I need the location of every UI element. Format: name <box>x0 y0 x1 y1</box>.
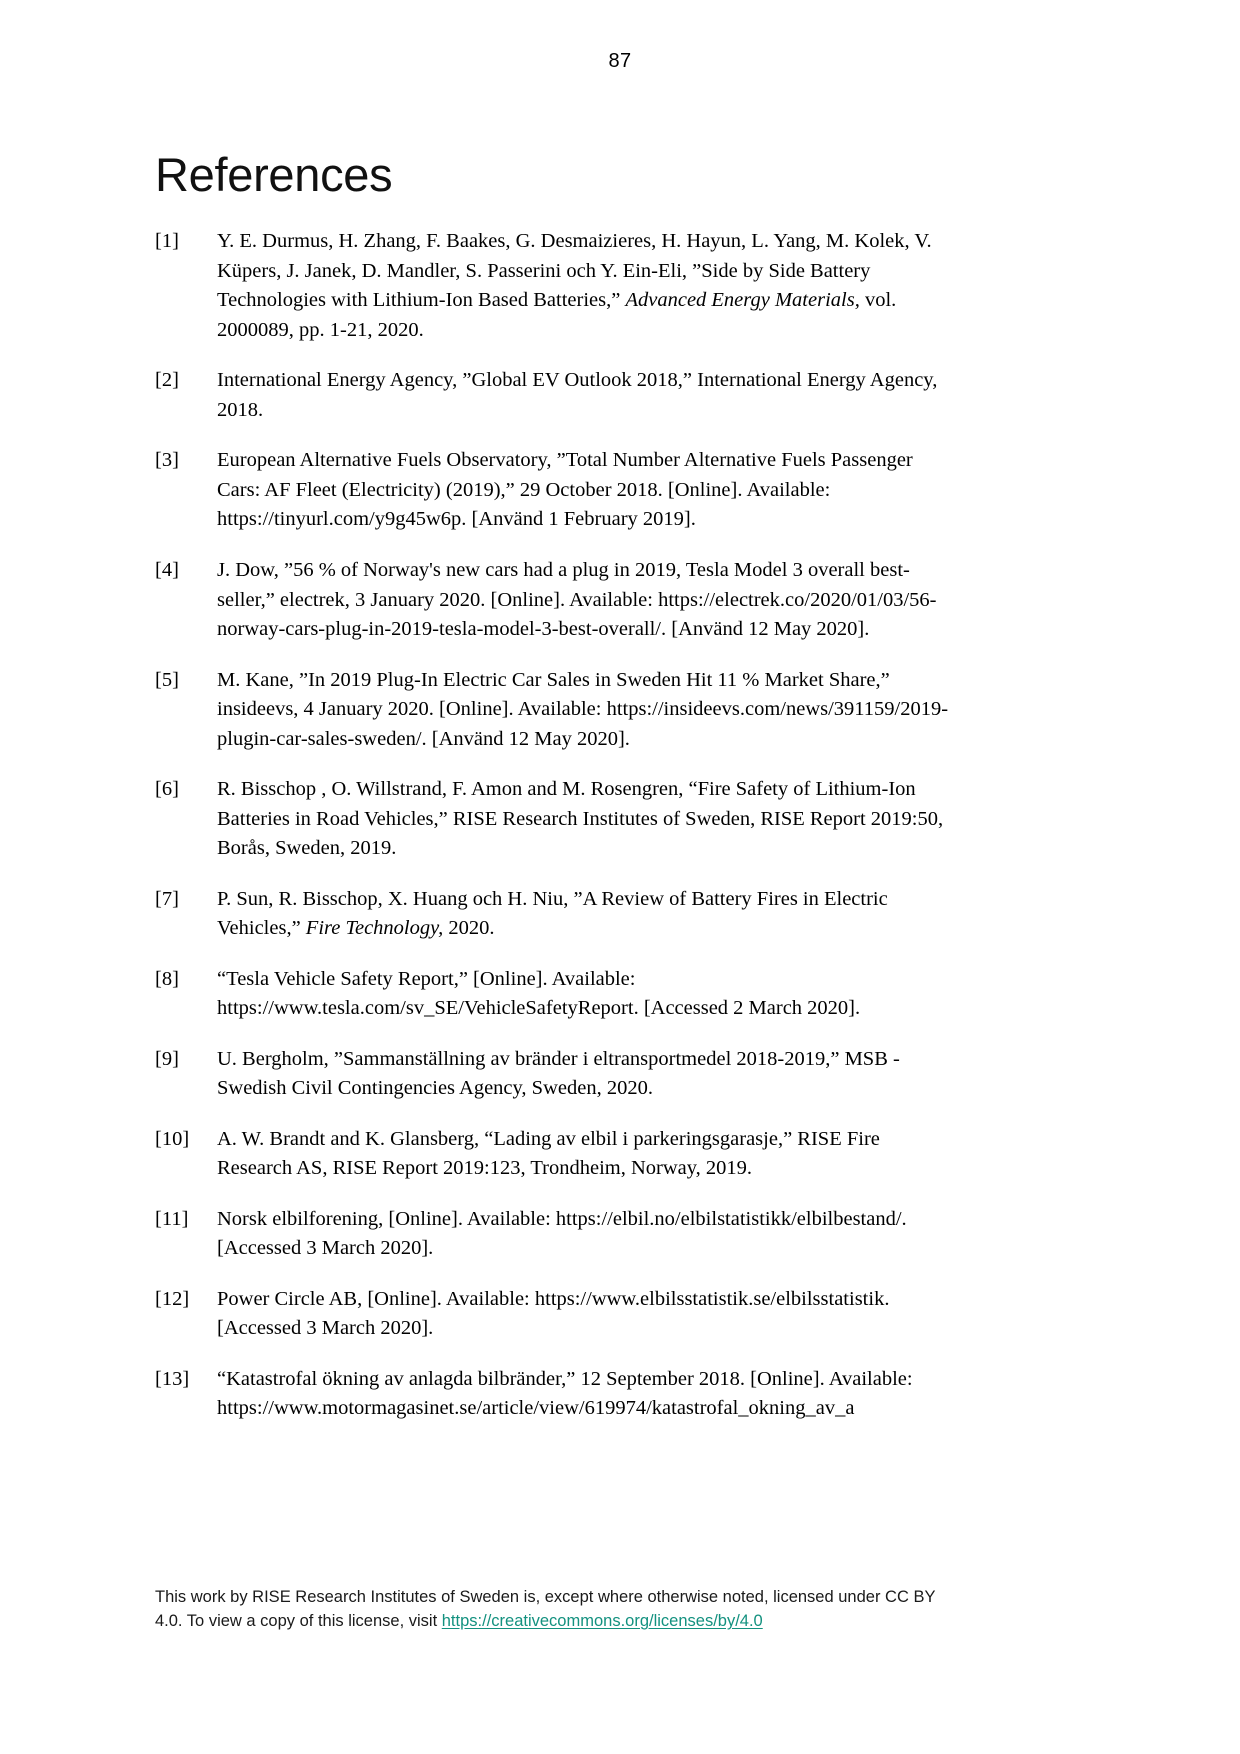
license-text: This work by RISE Research Institutes of Sweden is, except where otherwise noted, licensed under CC BY 4.0. To view a copy of this license, visit <box>155 1588 936 1630</box>
page-title: References <box>155 148 393 201</box>
reference-text-run: J. Dow, ”56 % of Norway's new cars had a plug in 2019, Tesla Model 3 overall best-seller,” electrek, 3 January 2020. [Online]. Available: https://electrek.co/2020/01/03/56-norway-cars-plug-in-2019-tesla-model-3-best-overall/. [Använd 12 May 2020]. <box>217 558 937 641</box>
reference-text-run: 2020. <box>443 917 495 940</box>
footer-license-notice <box>155 1586 955 1634</box>
reference-item <box>155 965 955 1024</box>
reference-text-run: A. W. Brandt and K. Glansberg, “Lading av elbil i parkeringsgarasje,” RISE Fire Research AS, RISE Report 2019:123, Trondheim, Norway, 2019. <box>217 1127 880 1180</box>
reference-number: [4] <box>155 558 179 581</box>
reference-number: [10] <box>155 1127 190 1150</box>
reference-item <box>155 556 955 645</box>
reference-text-run: Y. E. Durmus, H. Zhang, F. Baakes, G. Desmaizieres, H. Hayun, L. Yang, M. Kolek, V. Küpers, J. Janek, D. Mandler, S. Passerini och Y. Ein-Eli, ”Side by Side Battery Technologies with Lithium-Ion Based Batteries,” <box>217 230 932 312</box>
reference-item <box>155 1205 955 1264</box>
reference-item <box>155 1045 955 1104</box>
reference-text <box>217 1045 955 1104</box>
reference-text-run: P. Sun, R. Bisschop, X. Huang och H. Niu, ”A Review of Battery Fires in Electric Vehicles,” <box>217 887 888 940</box>
reference-text <box>217 885 955 944</box>
reference-number: [11] <box>155 1207 189 1230</box>
reference-number: [8] <box>155 967 179 990</box>
reference-text-run: Norsk elbilforening, [Online]. Available: https://elbil.no/elbilstatistikk/elbilbestand/. [Accessed 3 March 2020]. <box>217 1207 907 1260</box>
reference-number: [1] <box>155 230 179 253</box>
reference-number: [13] <box>155 1367 190 1390</box>
license-link[interactable]: https://creativecommons.org/licenses/by/4.0 <box>441 1611 763 1630</box>
reference-text-run: Power Circle AB, [Online]. Available: https://www.elbilsstatistik.se/elbilsstatistik. [Accessed 3 March 2020]. <box>217 1287 890 1340</box>
reference-text <box>217 666 955 755</box>
reference-text <box>217 1205 955 1264</box>
reference-text-run: “Tesla Vehicle Safety Report,” [Online]. Available: https://www.tesla.com/sv_SE/VehicleSafetyReport. [Accessed 2 March 2020]. <box>217 967 861 1020</box>
reference-item <box>155 227 955 345</box>
reference-text <box>217 1365 955 1424</box>
reference-list <box>155 227 955 1424</box>
reference-text <box>217 1125 955 1184</box>
reference-text-run: European Alternative Fuels Observatory, ”Total Number Alternative Fuels Passenger Cars: AF Fleet (Electricity) (2019),” 29 October 2018. [Online]. Available: https://tinyurl.com/y9g45w6p. [Använd 1 February 2019]. <box>217 449 913 531</box>
reference-number: [12] <box>155 1287 190 1310</box>
reference-text-run: vol. 2000089, pp. 1-21, 2020. <box>217 289 897 341</box>
reference-title-italic: Advanced Energy Materials, <box>625 289 860 312</box>
reference-text <box>217 775 955 864</box>
reference-item <box>155 885 955 944</box>
reference-number: [7] <box>155 887 179 910</box>
reference-item <box>155 775 955 864</box>
reference-item <box>155 446 955 535</box>
reference-number: [6] <box>155 778 179 801</box>
reference-text <box>217 227 955 345</box>
reference-number: [5] <box>155 668 179 691</box>
reference-number: [3] <box>155 449 179 472</box>
reference-text-run: “Katastrofal ökning av anlagda bilbränder,” 12 September 2018. [Online]. Available: https://www.motormagasinet.se/article/view/619974/katastrofal_okning_av_a <box>217 1367 913 1420</box>
reference-text <box>217 965 955 1024</box>
page-content <box>155 150 955 1445</box>
reference-text-run: U. Bergholm, ”Sammanställning av bränder i eltransportmedel 2018-2019,” MSB - Swedish Civil Contingencies Agency, Sweden, 2020. <box>217 1047 900 1100</box>
reference-text <box>217 366 955 425</box>
reference-text <box>217 446 955 535</box>
reference-item <box>155 1125 955 1184</box>
reference-text-run: International Energy Agency, ”Global EV Outlook 2018,” International Energy Agency, 2018. <box>217 369 938 421</box>
reference-title-italic: Fire Technology, <box>305 917 444 940</box>
reference-number: [9] <box>155 1047 179 1070</box>
reference-item <box>155 366 955 425</box>
reference-item <box>155 1285 955 1344</box>
reference-text-run: R. Bisschop , O. Willstrand, F. Amon and M. Rosengren, “Fire Safety of Lithium-Ion Batteries in Road Vehicles,” RISE Research Institutes of Sweden, RISE Report 2019:50, Borås, Sweden, 2019. <box>217 778 944 860</box>
reference-item <box>155 1365 955 1424</box>
reference-number: [2] <box>155 369 179 392</box>
page-number: 87 <box>608 50 632 72</box>
reference-text <box>217 556 955 645</box>
reference-text <box>217 1285 955 1344</box>
reference-text-run: M. Kane, ”In 2019 Plug-In Electric Car Sales in Sweden Hit 11 % Market Share,” insideevs, 4 January 2020. [Online]. Available: https://insideevs.com/news/391159/2019-plugin-car-sales-sweden/. [Använd 12 May 2020]. <box>217 668 949 750</box>
reference-item <box>155 666 955 755</box>
